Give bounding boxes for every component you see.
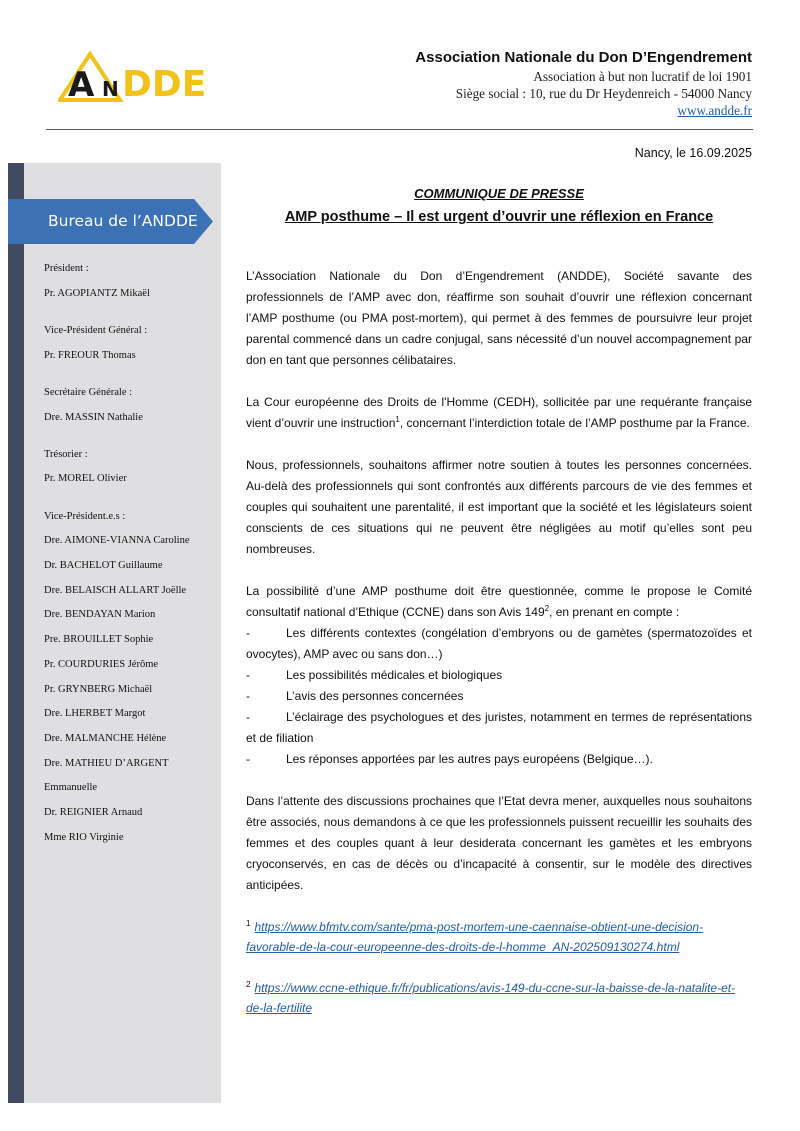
organization-address: Siège social : 10, rue du Dr Heydenreich - 54000 Nancy xyxy=(455,86,752,101)
paragraph: Dans l’attente des discussions prochaines que l’Etat devra mener, auxquelles nous souhaitons être associés, nous demandons à ce que les professionnels puissent recueillir les souhaits des femmes et des couples quant à leur desiderata concernant les gamètes et les embryons cryoconservés, en cas de décès ou d’incapacité à consentir, sur le modèle des directives anticipées. xyxy=(246,794,752,892)
member-group-vice-president-general xyxy=(44,319,220,368)
member-name: Emmanuelle xyxy=(44,782,98,794)
member-name: Pr. COURDURIES Jérôme xyxy=(44,658,159,670)
paragraph-text: La Cour européenne des Droits de l'Homme (CEDH), sollicitée par une requérante française vient d’ouvrir une instruction xyxy=(246,395,752,430)
member-name: Dre. BENDAYAN Marion xyxy=(44,609,156,621)
footnote-ref: 2 xyxy=(544,604,550,613)
list-item-text: Les réponses apportées par les autres pays européens (Belgique…). xyxy=(286,752,653,766)
organization-name: Association Nationale du Don D’Engendrement xyxy=(415,49,752,66)
paragraph-text: La possibilité d’une AMP posthume doit être questionnée, comme le propose le Comité consultatif national d’Ethique (CCNE) dans son Avis 149 xyxy=(246,584,752,619)
list-item xyxy=(246,623,752,665)
list-item xyxy=(246,665,752,686)
member-name: Dre. MATHIEU D’ARGENT xyxy=(44,757,169,769)
role-label: Vice-Président Général : xyxy=(44,324,148,336)
paragraph: Nous, professionnels, souhaitons affirmer notre soutien à toutes les personnes concernées. Au-delà des professionnels qui sont confrontés aux différents parcours de vie des femmes et couples qui souhaitent une parentalité, il est important que la société et les législateurs soient conscients de ces situations qui ne peuvent être négligées au motif qu’elles sont peu nombreuses. xyxy=(246,458,752,556)
paragraph xyxy=(246,392,752,434)
bullet-marker: - xyxy=(246,668,250,682)
footnote-number: 2 xyxy=(246,980,251,989)
list-item-text: Les différents contextes (congélation d’embryons ou de gamètes (spermatozoïdes et ovocytes), AMP avec ou sans don…) xyxy=(246,626,752,661)
svg-text:A: A xyxy=(68,65,95,104)
member-name: Dre. LHERBET Margot xyxy=(44,708,146,720)
member-name: Pre. BROUILLET Sophie xyxy=(44,634,154,646)
list-item xyxy=(246,749,752,770)
footnote-link[interactable]: https://www.ccne-ethique.fr/fr/publications/avis-149-du-ccne-sur-la-baisse-de-la-natalite-et-de-la-fertilite xyxy=(246,981,736,1015)
member-name: Dre. MALMANCHE Hélène xyxy=(44,732,167,744)
svg-text:N: N xyxy=(102,77,119,101)
press-release-kicker: COMMUNIQUE DE PRESSE xyxy=(414,186,584,201)
bullet-marker: - xyxy=(246,626,250,640)
member-group-treasurer xyxy=(44,443,220,492)
member-group-vice-presidents xyxy=(44,505,220,851)
list-item xyxy=(246,686,752,707)
member-group-secretary xyxy=(44,381,220,430)
member-name: Dre. BELAISCH ALLART Joëlle xyxy=(44,584,187,596)
list-item-text: L’avis des personnes concernées xyxy=(286,689,464,703)
member-name: Pr. FREOUR Thomas xyxy=(44,349,136,361)
sidebar-accent-bar xyxy=(8,163,24,1103)
considerations-list xyxy=(246,623,752,770)
organization-info xyxy=(415,49,752,119)
footnote-number: 1 xyxy=(246,919,251,928)
member-name: Dre. MASSIN Nathalie xyxy=(44,411,143,423)
footnote-ref: 1 xyxy=(395,415,400,424)
bureau-members xyxy=(44,257,220,863)
list-item-text: Les possibilités médicales et biologiques xyxy=(286,668,503,682)
role-label: Trésorier : xyxy=(44,448,88,460)
member-name: Pr. GRYNBERG Michaël xyxy=(44,683,153,695)
document-date: Nancy, le 16.09.2025 xyxy=(634,146,752,160)
paragraph xyxy=(246,581,752,623)
list-item xyxy=(246,707,752,749)
bullet-marker: - xyxy=(246,710,250,724)
member-name: Dr. BACHELOT Guillaume xyxy=(44,560,163,572)
andde-logo xyxy=(58,50,236,104)
press-release-body xyxy=(246,266,752,1039)
organization-website-link[interactable]: www.andde.fr xyxy=(677,103,752,118)
press-release-headline: AMP posthume – Il est urgent d’ouvrir une réflexion en France xyxy=(284,209,714,225)
member-group-president xyxy=(44,257,220,306)
member-name: Pr. AGOPIANTZ Mikaël xyxy=(44,287,150,299)
paragraph-text: , concernant l’interdiction totale de l’AMP posthume par la France. xyxy=(399,416,750,430)
member-name: Mme RIO Virginie xyxy=(44,831,124,843)
member-name: Dr. REIGNIER Arnaud xyxy=(44,807,143,819)
header-divider xyxy=(46,129,753,130)
role-label: Vice-Président.e.s : xyxy=(44,510,126,522)
list-item-text: L’éclairage des psychologues et des juristes, notamment en termes de représentations et de filiation xyxy=(246,710,752,745)
paragraph-text: , en prenant en compte : xyxy=(549,605,680,619)
footnote xyxy=(246,917,752,957)
footnote xyxy=(246,978,752,1018)
member-name: Pr. MOREL Olivier xyxy=(44,473,127,485)
organization-status: Association à but non lucratif de loi 1901 xyxy=(533,69,752,84)
paragraph: L’Association Nationale du Don d’Engendrement (ANDDE), Société savante des professionnels de l’AMP avec don, réaffirme son souhait d’ouvrir une réflexion concernant l’AMP posthume (ou PMA post-mortem), qui permet à des femmes de poursuivre leur projet parental commencé dans un cadre conjugal, sans nécessité d’un nouvel accompagnement par don en tant que personnes célibataires. xyxy=(246,269,752,367)
bureau-title: Bureau de l’ANDDE xyxy=(48,212,198,230)
bullet-marker: - xyxy=(246,752,250,766)
role-label: Président : xyxy=(44,263,89,274)
member-name: Dre. AIMONE-VIANNA Caroline xyxy=(44,535,190,547)
footnote-link[interactable]: https://www.bfmtv.com/sante/pma-post-mortem-une-caennaise-obtient-une-decision-favorable-de-la-cour-europeenne-des-droits-de-l-homme_AN-202509130274.html xyxy=(246,920,704,954)
svg-text:DDE: DDE xyxy=(122,64,207,104)
bullet-marker: - xyxy=(246,689,250,703)
role-label: Secrétaire Générale : xyxy=(44,386,133,398)
